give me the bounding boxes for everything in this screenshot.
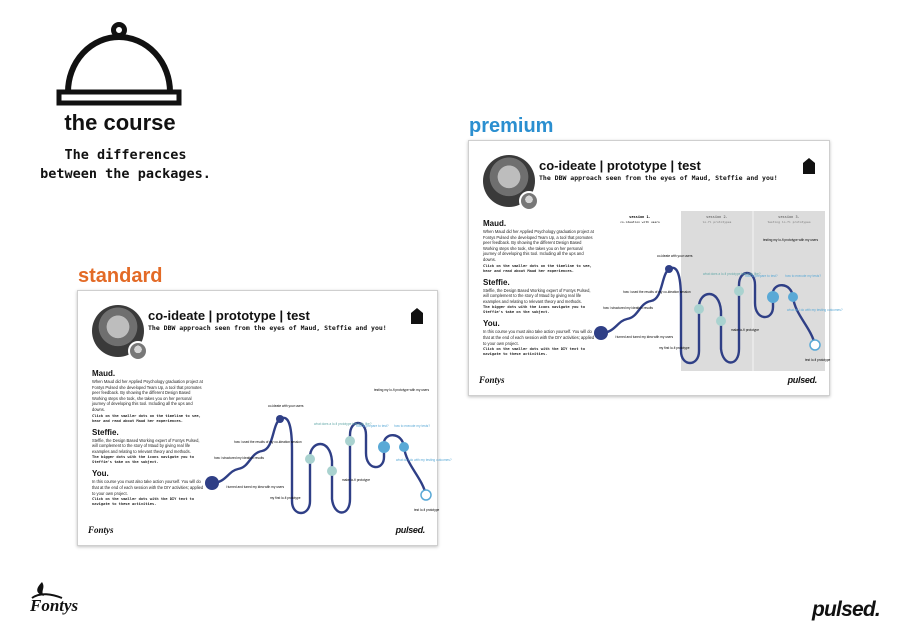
timeline-dot-make[interactable] — [734, 286, 744, 296]
course-subtitle-line2: between the packages. — [40, 166, 211, 182]
timeline-label-4: my first lo-fi prototype — [270, 496, 301, 500]
card-text — [483, 215, 595, 357]
timeline-standard[interactable] — [204, 361, 452, 521]
timeline-dot-start[interactable] — [594, 326, 608, 340]
you-text: In this course you must also take action yourself. You will do that at the end of each session with the DIY activities; applied to your own project. — [483, 329, 595, 346]
timeline-label-9: how to prepare to test? — [745, 274, 778, 278]
premium-label: premium — [469, 115, 554, 137]
maud-hint: Click on the smaller dots on the timeline to see, hear and read about Maud her experiences. — [483, 263, 592, 273]
timeline-label-6: make lo-fi prototype — [342, 478, 370, 482]
maud-heading: Maud. — [92, 369, 116, 378]
timeline-premium[interactable] — [595, 211, 843, 371]
steffie-text: Steffie, the Design Based Working expert of Fontys Pulsed, will complement to the story of Maud by giving real life examples and relating to relevant theory and methods. — [92, 437, 200, 454]
timeline-dot-make[interactable] — [345, 436, 355, 446]
you-text: In this course you must also take action yourself. You will do that at the end of each session with the DIY activities; applied to your own project. — [92, 479, 204, 496]
timeline-dot-lofi[interactable] — [694, 304, 704, 314]
timeline-dot-execute[interactable] — [399, 442, 409, 452]
home-icon[interactable] — [803, 158, 815, 174]
steffie-heading: Steffie. — [483, 277, 510, 287]
standard-card[interactable] — [77, 290, 452, 546]
card-text — [92, 365, 204, 507]
timeline-label-7: testing my lo-fi prototype with my users — [763, 238, 819, 242]
timeline-dot-test[interactable] — [716, 316, 726, 326]
you-hint: Click on the smaller dots with the DIY text to navigate to these activities. — [92, 497, 195, 507]
steffie-avatar — [128, 341, 148, 361]
session-1-subtitle: co-ideation with users — [620, 220, 660, 224]
fontys-logo: Fontys — [30, 596, 79, 615]
timeline-label-2: how i used the results of my co-ideation session — [234, 440, 302, 444]
timeline-label-7: testing my lo-fi prototype with my users — [374, 388, 430, 392]
timeline-label-8: test lo-fi prototype — [805, 358, 831, 362]
timeline-dot-prepare[interactable] — [378, 441, 390, 453]
card-title: co-ideate | prototype | test — [148, 308, 310, 323]
cloche-icon — [56, 20, 182, 112]
timeline-dot-end[interactable] — [810, 340, 820, 350]
pulsed-logo: pulsed. — [812, 598, 880, 621]
timeline-label-0: i turned and tuned my idea with my users — [615, 335, 674, 339]
timeline-label-9: how to prepare to test? — [356, 424, 389, 428]
card-fontys-logo: Fontys — [88, 525, 114, 535]
timeline-dot-coideate[interactable] — [665, 265, 673, 273]
timeline-dot-lofi[interactable] — [305, 454, 315, 464]
card-fontys-logo: Fontys — [479, 375, 505, 385]
timeline-label-5: what does a lo-fi prototype test look like? — [314, 422, 372, 426]
home-icon[interactable] — [411, 308, 423, 324]
card-subtitle: The DBW approach seen from the eyes of Maud, Steffie and you! — [539, 174, 778, 182]
maud-text: When Maud did her Applied Psychology graduation project at Fontys Pulsed she developed Team Up, a tool that promotes peer feedback. By showing the different Design Based Working steps she took, she takes you on her personal journey of developing this tool. Including all the ups and downs. — [92, 379, 203, 412]
maud-hint: Click on the smaller dots on the timeline to see, hear and read about Maud her experiences. — [92, 413, 201, 423]
timeline-dot-test[interactable] — [327, 466, 337, 476]
steffie-avatar — [519, 191, 539, 211]
timeline-label-11: what do i do with my testing outcomes? — [396, 458, 452, 462]
timeline-label-8: test lo-fi prototype — [414, 508, 440, 512]
card-subtitle: The DBW approach seen from the eyes of Maud, Steffie and you! — [148, 324, 387, 332]
timeline-dot-end[interactable] — [421, 490, 431, 500]
timeline-label-1: how i structured my ideation results — [603, 306, 653, 310]
timeline-label-6: make lo-fi prototype — [731, 328, 759, 332]
timeline-label-10: how to execute my tests? — [785, 274, 821, 278]
maud-text: When Maud did her Applied Psychology graduation project at Fontys Pulsed she developed Team Up, a tool that promotes peer feedback. By showing the different Design Based Working steps she took, she takes you on her personal journey of developing this tool. Including all the ups and downs. — [483, 229, 594, 262]
session-3-subtitle: testing lo-fi prototypes — [767, 220, 811, 224]
timeline-dot-execute[interactable] — [788, 292, 798, 302]
you-heading: You. — [483, 319, 500, 329]
session-2-title: session 2. — [706, 215, 728, 219]
steffie-text: Steffie, the Design Based Working expert of Fontys Pulsed, will complement to the story of Maud by giving real life examples and relating to relevant theory and methods. — [483, 287, 591, 304]
timeline-label-2: how i used the results of my co-ideation session — [623, 290, 691, 294]
timeline-label-3: co-ideate with your users — [268, 404, 304, 408]
steffie-hint: The bigger dots with the icons navigate you to Steffie's take on the subject. — [92, 455, 195, 465]
timeline-label-10: how to execute my tests? — [394, 424, 430, 428]
premium-card[interactable] — [468, 140, 843, 396]
timeline-label-3: co-ideate with your users — [657, 254, 693, 258]
timeline-label-4: my first lo-fi prototype — [659, 346, 690, 350]
steffie-hint: The bigger dots with the icons navigate you to Steffie's take on the subject. — [483, 305, 586, 315]
timeline-label-1: how i structured my ideation results — [214, 456, 264, 460]
card-title: co-ideate | prototype | test — [539, 158, 701, 173]
you-hint: Click on the smaller dots with the DIY text to navigate to these activities. — [483, 347, 586, 357]
timeline-label-5: what does a lo-fi prototype test look like? — [703, 272, 761, 276]
timeline-dot-coideate[interactable] — [276, 415, 284, 423]
timeline-dot-start[interactable] — [205, 476, 219, 490]
session-2-subtitle: lo-fi prototypes — [702, 220, 732, 224]
course-subtitle-line1: The differences — [64, 147, 187, 163]
you-heading: You. — [92, 469, 109, 479]
maud-heading: Maud. — [483, 219, 507, 228]
session-3-title: session 3. — [778, 215, 800, 219]
timeline-label-0: i turned and tuned my idea with my users — [226, 485, 285, 489]
card-pulsed-logo: pulsed. — [787, 375, 817, 385]
steffie-heading: Steffie. — [92, 427, 119, 437]
course-subtitle — [18, 146, 233, 184]
standard-label: standard — [78, 265, 163, 287]
timeline-dot-prepare[interactable] — [767, 291, 779, 303]
session-1-title: session 1. — [629, 215, 651, 219]
card-pulsed-logo: pulsed. — [395, 525, 425, 535]
timeline-label-11: what do i do with my testing outcomes? — [787, 308, 843, 312]
course-title: the course — [64, 110, 176, 135]
